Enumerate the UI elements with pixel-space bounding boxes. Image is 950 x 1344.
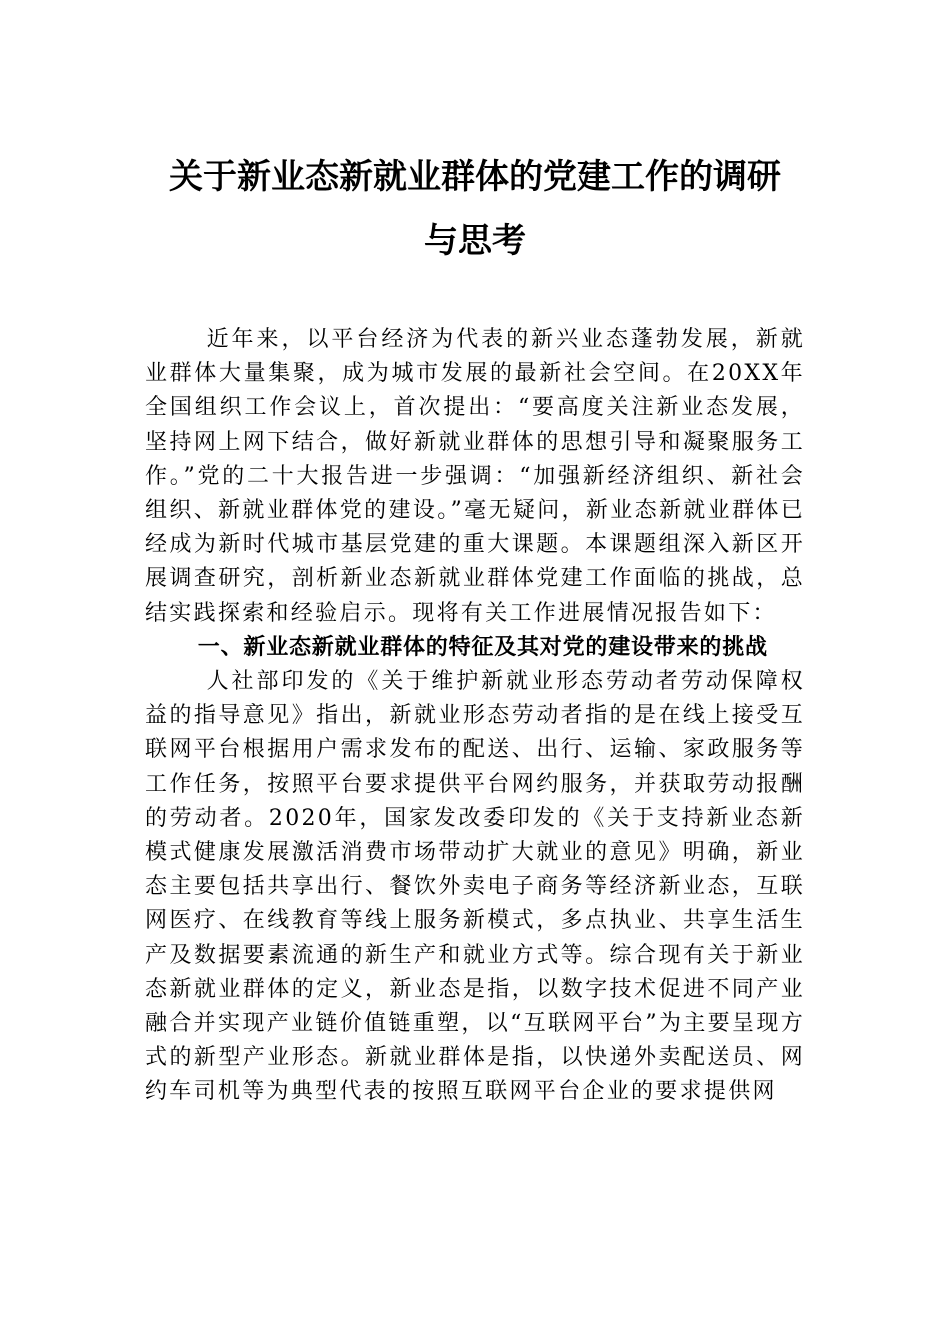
document-title-line-1: 关于新业态新就业群体的党建工作的调研 xyxy=(169,157,781,197)
document-title-line-2: 与思考 xyxy=(424,221,526,261)
document-title xyxy=(145,157,805,261)
section-1-heading: 一、新业态新就业群体的特征及其对党的建设带来的挑战 xyxy=(197,634,768,660)
document-body xyxy=(145,323,805,1110)
intro-paragraph: 近年来，以平台经济为代表的新兴业态蓬勃发展，新就业群体大量集聚，成为城市发展的最新社会空间。在20XX年全国组织工作会议上，首次提出：“要高度关注新业态发展，坚持网上网下结合，做好新就业群体的思想引导和凝聚服务工作。”党的二十大报告进一步强调：“加强新经济组织、新社会组织、新就业群体党的建设。”毫无疑问，新业态新就业群体已经成为新时代城市基层党建的重大课题。本课题组深入新区开展调查研究，剖析新业态新就业群体党建工作面临的挑战，总结实践探索和经验启示。现将有关工作进展情况报告如下： xyxy=(145,327,805,626)
section-1-paragraph: 人社部印发的《关于维护新就业形态劳动者劳动保障权益的指导意见》指出，新就业形态劳动者指的是在线上接受互联网平台根据用户需求发布的配送、出行、运输、家政服务等工作任务，按照平台要求提供平台网约服务，并获取劳动报酬的劳动者。2020年，国家发改委印发的《关于支持新业态新模式健康发展激活消费市场带动扩大就业的意见》明确，新业态主要包括共享出行、餐饮外卖电子商务等经济新业态，互联网医疗、在线教育等线上服务新模式，多点执业、共享生活生产及数据要素流通的新生产和就业方式等。综合现有关于新业态新就业群体的定义，新业态是指，以数字技术促进不同产业融合并实现产业链价值链重塑，以“互联网平台”为主要呈现方式的新型产业形态。新就业群体是指，以快递外卖配送员、网约车司机等为典型代表的按照互联网平台企业的要求提供网 xyxy=(145,669,805,1105)
